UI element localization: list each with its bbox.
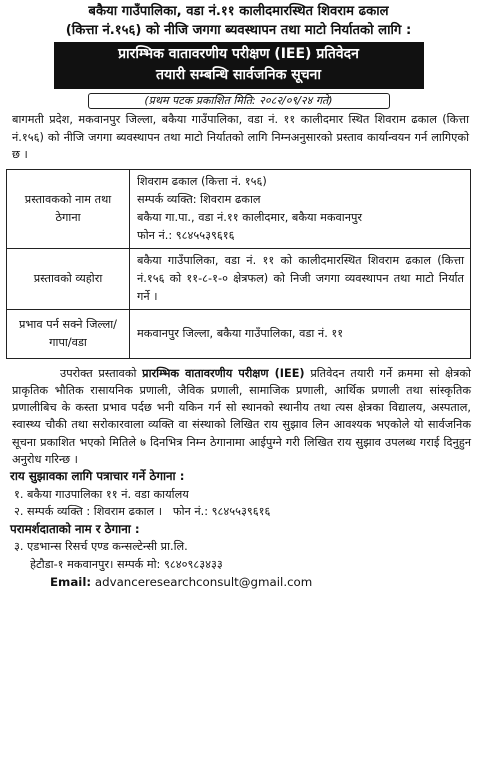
- email-line: [10, 573, 469, 591]
- header-line-1: बकैया गाउँपालिका, वडा नं.११ कालीदमारस्थित शिवराम ढकाल: [88, 4, 389, 19]
- row-label: प्रस्तावकको नाम तथा ठेगाना: [7, 169, 130, 248]
- row-value: [130, 169, 471, 248]
- list-item: २. सम्पर्क व्यक्ति : शिवराम ढकाल । फोन नं.: ९८४५५३९६१६: [14, 505, 271, 519]
- email-address[interactable]: advanceresearchconsult@gmail.com: [94, 575, 313, 590]
- list-item: १. बकैया गाउपालिका ११ नं. वडा कार्यालय: [14, 487, 189, 501]
- proponent-name: शिवराम ढकाल (कित्ता नं. १५६): [137, 174, 267, 188]
- consultant-heading: परामर्शदाताको नाम र ठेगाना :: [10, 521, 140, 536]
- intro-text: बागमती प्रदेश, मकवानपुर जिल्ला, बकैया गाउँपालिका, वडा नं. ११ कालीदमार स्थित शिवराम ढकाल (कित्ता नं.१५६) को नीजि जगगा ब्यवस्थापन तथा माटो निर्यातको लागि निम्नअनुसारको प्रस्ताव कार्यान्वयन गर्न लागिएको छ ।: [12, 113, 469, 161]
- proponent-phone: फोन नं.: ९८४५५३९६१६: [137, 228, 235, 242]
- header-line-2: (कित्ता नं.१५६) को नीजि जगगा ब्यवस्थापन तथा माटो निर्यातको लागि :: [65, 23, 412, 38]
- table-row: [7, 309, 471, 358]
- notice: [0, 2, 477, 591]
- banner-line-1: प्रारम्भिक वातावरणीय परीक्षण (IEE) प्रतिवेदन: [118, 46, 359, 62]
- consultant-address: हेटौडा-१ मकवानपुर। सम्पर्क मो: ९८४०९८३४३३: [30, 557, 223, 571]
- main-paragraph: [0, 365, 477, 469]
- paragraph-emphasis: प्रारम्भिक वातावरणीय परीक्षण (IEE): [142, 366, 305, 380]
- row-label: प्रभाव पर्न सक्ने जिल्ला/गापा/वडा: [7, 309, 130, 358]
- row-label: प्रस्तावको व्यहोरा: [7, 248, 130, 309]
- paragraph-start: उपरोक्त प्रस्तावको: [60, 366, 143, 380]
- list-item: ३. एडभान्स रिसर्च एण्ड कन्सल्टेन्सी प्रा.लि.: [14, 540, 188, 554]
- table-row: [7, 248, 471, 309]
- title-banner: [54, 42, 424, 89]
- proposal-description: बकैया गाउँपालिका, वडा नं. ११ को कालीदमारस्थित शिवराम ढकाल (कित्ता नं.१५६ को ११-८-१-० क्षेत्रफल) को निजी जगगा व्यवस्थापन तथा माटो निर्यात गर्ने ।: [130, 248, 471, 309]
- proposal-table: [6, 169, 471, 359]
- banner-line-2: तयारी सम्बन्धि सार्वजनिक सूचना: [156, 67, 321, 83]
- email-label: Email:: [50, 575, 92, 590]
- affected-area: मकवानपुर जिल्ला, बकैया गाउँपालिका, वडा नं. ११: [130, 309, 471, 358]
- published-date: (प्रथम पटक प्रकाशित मिति: २०८२/०९/२४ गते): [88, 93, 390, 109]
- contact-list: [0, 468, 477, 591]
- table-row: [7, 169, 471, 248]
- correspondence-heading: राय सुझावका लागि पत्राचार गर्ने ठेगाना :: [10, 469, 185, 484]
- proponent-address: बकैया गा.पा., वडा नं.११ कालीदमार, बकैया मकवानपुर: [137, 210, 363, 224]
- paragraph-rest: प्रतिवेदन तयारी गर्ने क्रममा सो क्षेत्रको प्राकृतिक भौतिक रासायनिक प्रणाली, जैविक प्रणाली, सामाजिक प्रणाली, आर्थिक प्रणाली तथा सांस्कृतिक प्रणालीबिच के कस्ता प्रभाव पर्दछ भनी यकिन गर्न सो स्थानको स्थानीय तथा त्यस क्षेत्रका विद्यालय, अस्पताल, स्वास्थ्य चौकी तथा सरोकारवाला व्यक्ति वा संस्थाको लिखित राय सुझाव लिन आवश्यक भएकोले यो सार्वजनिक सूचना प्रकाशित भएको मितिले ७ दिनभित्र निम्न ठेगानामा आईपुग्ने गरी लिखित राय सुझाव उपलब्ध गराई दिनुहुन अनुरोध गरिन्छ ।: [12, 366, 471, 466]
- contact-person: सम्पर्क व्यक्ति: शिवराम ढकाल: [137, 192, 261, 206]
